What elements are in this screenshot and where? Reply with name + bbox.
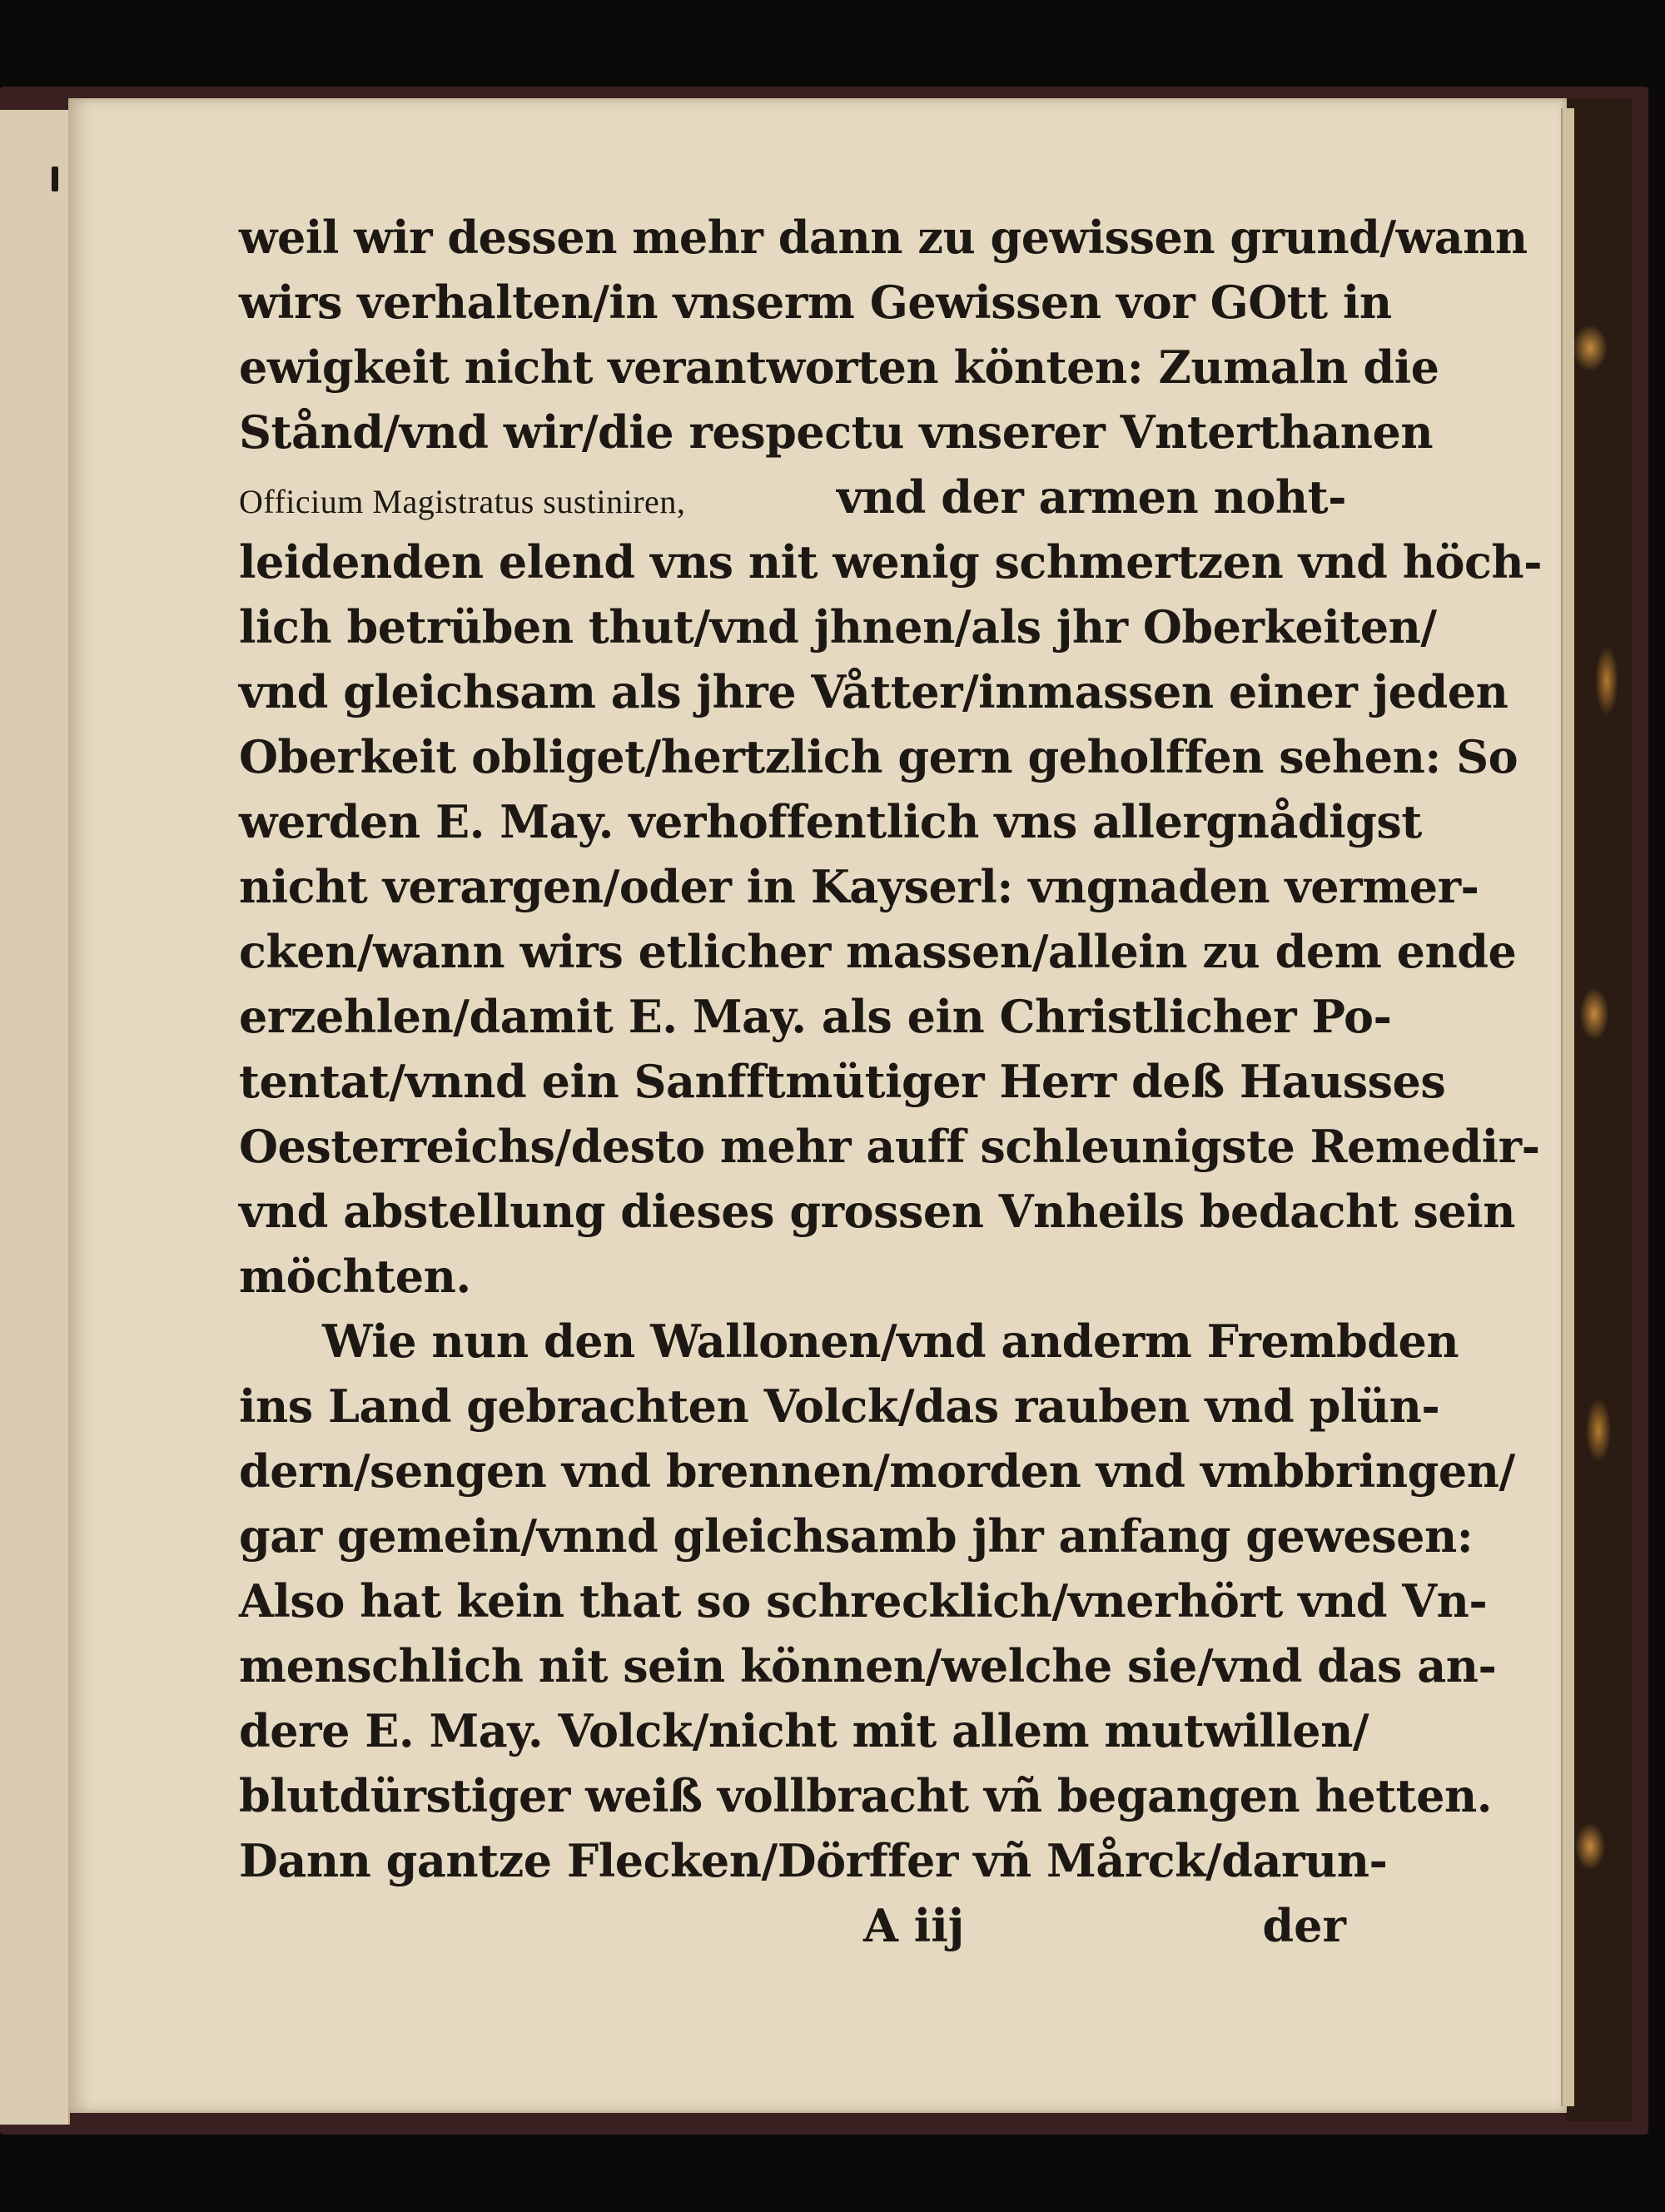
signature-mark: A iij — [863, 1899, 965, 1952]
text-line: vnd gleichsam als jhre Våtter/inmassen einer jeden — [239, 665, 1508, 718]
text-line: cken/wann wirs etlicher massen/allein zu dem ende — [239, 925, 1517, 978]
text-line: Dann gantze Flecken/Dörffer vñ Mårck/darun- — [239, 1834, 1388, 1887]
page-footer — [239, 1893, 1346, 1958]
text-line: dern/sengen vnd brennen/morden vnd vmbbringen/ — [239, 1444, 1515, 1498]
text-line: möchten. — [239, 1250, 471, 1303]
text-line: menschlich nit sein können/welche sie/vnd das an- — [239, 1639, 1497, 1693]
text-line: nicht verargen/oder in Kayserl: vngnaden vermer- — [239, 860, 1479, 913]
text-line: ewigkeit nicht verantworten könten: Zumaln die — [239, 340, 1439, 394]
text-line: dere E. May. Volck/nicht mit allem mutwillen/ — [239, 1704, 1369, 1757]
text-block — [239, 205, 1543, 1958]
text-line: Also hat kein that so schrecklich/vnerhört vnd Vn- — [239, 1574, 1488, 1628]
text-line — [239, 465, 1346, 529]
text-line: lich betrüben thut/vnd jhnen/als jhr Oberkeiten/ — [239, 600, 1437, 654]
paragraph-start: Wie nun den Wallonen/vnd anderm Frembden — [322, 1315, 1459, 1368]
text-line: tentat/vnnd ein Sanfftmütiger Herr deß Hausses — [239, 1055, 1446, 1108]
text-line-rest: vnd der armen noht- — [837, 470, 1346, 524]
binding-thread — [52, 167, 58, 191]
text-line: werden E. May. verhoffentlich vns allergnådigst — [239, 795, 1422, 848]
text-line: Stånd/vnd wir/die respectu vnserer Vnterthanen — [239, 405, 1434, 459]
text-line: erzehlen/damit E. May. als ein Christlicher Po- — [239, 990, 1392, 1043]
text-line: leidenden elend vns nit wenig schmertzen vnd höch- — [239, 535, 1543, 589]
text-line: wirs verhalten/in vnserm Gewissen vor GOtt in — [239, 276, 1392, 329]
text-line: weil wir dessen mehr dann zu gewissen grund/wann — [239, 211, 1528, 264]
text-line: ins Land gebrachten Volck/das rauben vnd plün- — [239, 1379, 1440, 1433]
book-page — [68, 98, 1567, 2113]
marbled-board — [1565, 98, 1632, 2121]
text-line: vnd abstellung dieses grossen Vnheils bedacht sein — [239, 1185, 1516, 1238]
latin-phrase: Officium Magistratus sustiniren, — [239, 483, 686, 520]
text-line: blutdürstiger weiß vollbracht vñ begangen hetten. — [239, 1769, 1493, 1822]
page-fore-edge — [1561, 108, 1574, 2106]
text-line: gar gemein/vnnd gleichsamb jhr anfang gewesen: — [239, 1509, 1474, 1563]
catchword: der — [1262, 1899, 1346, 1952]
text-line: Oesterreichs/desto mehr auff schleunigste Remedir- — [239, 1120, 1540, 1173]
text-line: Oberkeit obliget/hertzlich gern geholffen sehen: So — [239, 730, 1518, 783]
left-page-edge — [0, 110, 70, 2125]
